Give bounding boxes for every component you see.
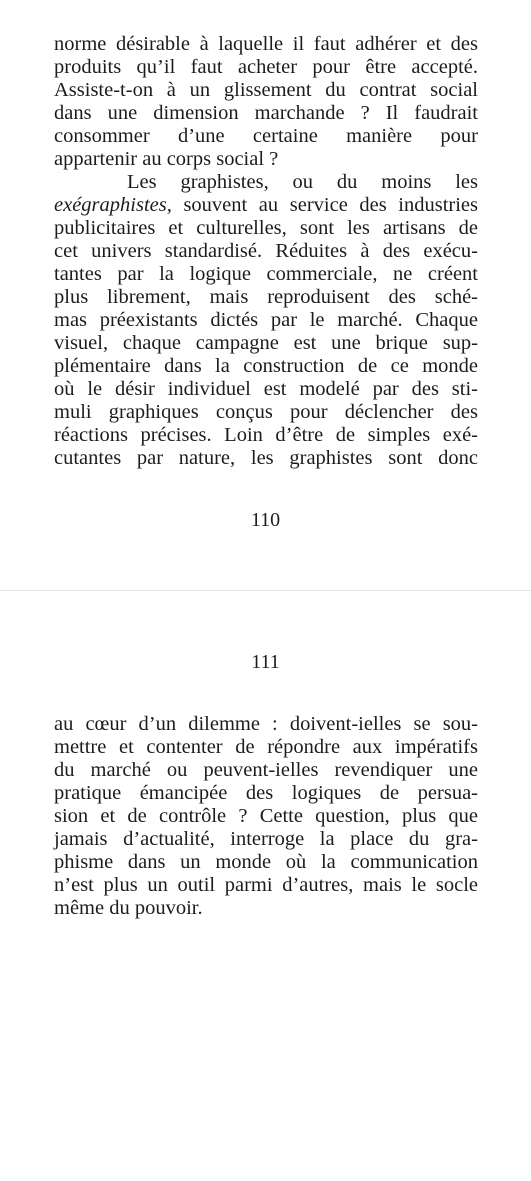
page-number: 110 [250,509,281,531]
text-line: norme désirable à laquelle il faut adhérer et des [54,33,478,55]
page-number: 111 [251,651,280,673]
text-line: visuel, chaque campagne est une brique sup- [54,332,478,354]
body-text-page-111 [54,713,478,920]
text-line: même du pouvoir. [54,897,203,919]
text-line: jamais d’actualité, interroge la place du gra- [54,828,478,850]
text-line: du marché ou peuvent-ielles revendiquer une [54,759,478,781]
text-line: au cœur d’un dilemme : doivent-ielles se sou- [54,713,478,735]
text-line: mas préexistants dictés par le marché. Chaque [54,309,478,331]
text-line: produits qu’il faut acheter pour être accepté. [54,56,478,78]
text-line: mettre et contenter de répondre aux impératifs [54,736,478,758]
left-page [0,0,531,590]
text-line: sion et de contrôle ? Cette question, plus que [54,805,478,827]
text-line: n’est plus un outil parmi d’autres, mais le socle [54,874,478,896]
text-line: dans une dimension marchande ? Il faudrait [54,102,478,124]
text-line-with-italic [54,194,478,217]
text-line: tantes par la logique commerciale, ne créent [54,263,478,285]
text-line: plémentaire dans la construction de ce monde [54,355,478,377]
text-line: réactions précises. Loin d’être de simples exé- [54,424,478,446]
text-line: Assiste-t-on à un glissement du contrat social [54,79,478,101]
text-line: muli graphiques conçus pour déclencher des [54,401,478,423]
text-line: consommer d’une certaine manière pour [54,125,478,147]
text-line: où le désir individuel est modelé par des sti- [54,378,478,400]
text-line: plus librement, mais reproduisent des sché- [54,286,478,308]
body-text-page-110 [54,33,478,470]
text-line-rest: souvent au service des industries [183,194,479,216]
text-line: Les graphistes, ou du moins les [127,171,478,193]
text-line: publicitaires et culturelles, sont les artisans de [54,217,478,239]
text-line: appartenir au corps social ? [54,148,279,170]
text-line: cet univers standardisé. Réduites à des exécu- [54,240,478,262]
text-line: pratique émancipée des logiques de persua- [54,782,478,804]
italic-term: exégraphistes, [54,194,172,216]
text-line: cutantes par nature, les graphistes sont donc [54,447,478,469]
text-line: phisme dans un monde où la communication [54,851,478,873]
